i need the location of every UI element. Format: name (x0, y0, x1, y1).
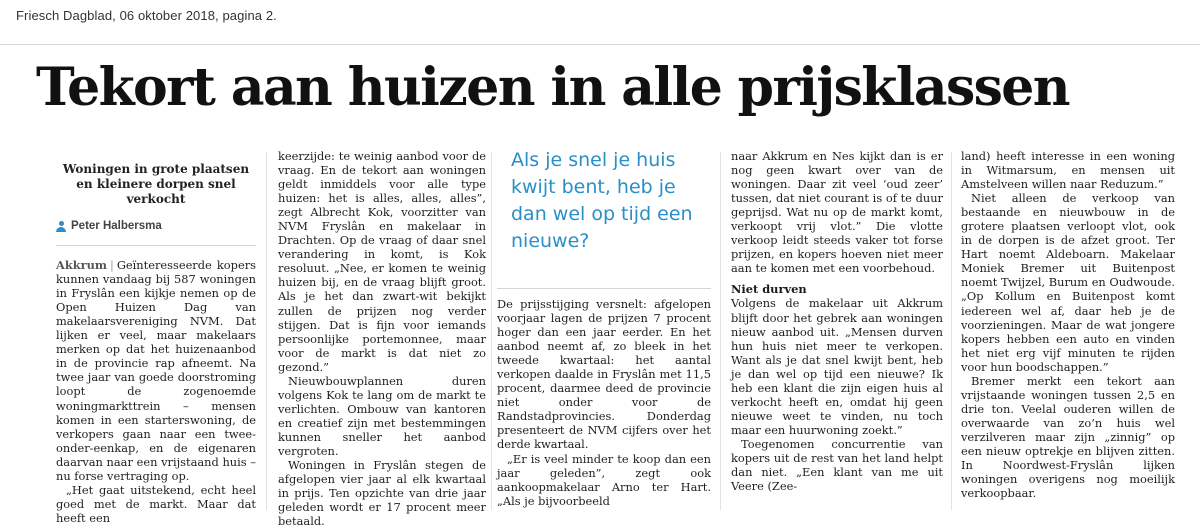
pull-quote-divider (497, 288, 711, 289)
byline-divider (56, 245, 256, 246)
header-divider (0, 44, 1200, 45)
paragraph: Bremer merkt een tekort aan vrijstaande woningen tussen 2,5 en drie ton. Veelal ouderen willen de overwaarde van zo’n huis wel verzilveren maar zijn „zinnig” op een nieuw optrekje en blijven zitten. In Noordwest-Fryslân lijken woningen overigens nog moeilijk verkoopbaar. (961, 373, 1175, 501)
paragraph: „Er is veel minder te koop dan een jaar geleden”, zegt ook aankoopmakelaar Arno ter Hart. „Als je bijvoorbeeld (497, 451, 711, 508)
column-divider (266, 152, 267, 510)
paragraph: „Het gaat uitstekend, echt heel goed met de markt. Maar dat heeft een (56, 482, 256, 525)
paragraph: land) heeft interesse in een woning in Witmarsum, en mensen uit Amstelveen willen naar Reduzum.” (961, 149, 1175, 192)
dateline-separator: | (109, 258, 114, 273)
paragraph: naar Akkrum en Nes kijkt dan is er nog geen kwart over van de woningen. Daar zit veel ‘oud zeer’ tussen, dat niet courant is of te duur geprijsd. Wat nu op de markt komt, verkoopt vrij vlot.” Die vlotte verkoop leidt steeds vaker tot forse prijzen, en kopers hoeven niet meer aan te komen met een voorbehoud. (731, 149, 943, 276)
column-divider (951, 152, 952, 510)
paragraph: Volgens de makelaar uit Akkrum blijft door het gebrek aan woningen nieuw aanbod uit. „Mensen durven hun huis niet meer te verkopen. Want als je dat snel kwijt bent, heb je dan wel op tijd een nieuwe? Ik heb een klant die zijn eigen huis al verkocht heeft en, omdat hij geen nieuwe weet te vinden, nu toch maar een huurwoning zoekt.” (731, 296, 943, 437)
paragraph: Akkrum | Geïnteresseerde kopers kunnen vandaag bij 587 woningen in Fryslân een kijkje nemen op de Open Huizen Dag van makelaarsvereniging NVM. Dat lijken er veel, maar makelaars merken op dat het huizenaanbod in de provincie rap afneemt. Na twee jaar van goede doorstroming loopt de zogenoemde woningmarkttrein – mensen komen in een starterswoning, de verkopers gaan naar een twee-onder-eenkap, en de eigenaren daarvan naar een vrijstaand huis – nu forse vertraging op. (56, 258, 256, 483)
column-divider (491, 152, 492, 510)
pull-quote: Als je snel je huis kwijt bent, heb je dan wel op tijd een nieuwe? (511, 149, 693, 252)
paragraph: De prijsstijging versnelt: afgelopen voorjaar lagen de prijzen 7 procent hoger dan een jaar eerder. En het aanbod neemt af, zo bleek in het tweede kwartaal: het aantal verkopen daalde in Fryslân met 11,5 procent, daarmee deed de provincie niet onder voor de Randstadprovincies. Donderdag presenteert de NVM cijfers over het derde kwartaal. (497, 297, 711, 452)
column-divider (720, 152, 721, 510)
paragraph: Toegenomen concurrentie van kopers uit de rest van het land helpt dan niet. „Een klant van me uit Veere (Zee- (731, 436, 943, 494)
author-name: Peter Halbersma (71, 220, 162, 232)
dateline: Akkrum (56, 258, 107, 273)
paragraph: keerzijde: te weinig aanbod voor de vraag. En de tekort aan woningen geldt inmiddels voor alle type huizen: het is alles, alles, alles”, zegt Albrecht Kok, voorzitter van NVM Fryslân en makelaar in Drachten. Op de vraag of daar snel verandering in komt, is Kok resoluut. „Nee, er komen te weinig huizen bij, en de vraag blijft groot. Als je het dan zwart-wit bekijkt zullen de prijzen nog verder stijgen. Dat is fijn voor iemands persoonlijke portemonnee, maar voor de markt is dat niet zo gezond.” (278, 149, 486, 374)
paragraph: Nieuwbouwplannen duren volgens Kok te lang om de markt te verlichten. Ombouw van kantoren en creatief zijn met bestemmingen kunnen sneller het aanbod vergroten. (278, 373, 486, 458)
subheading: Niet durven (731, 282, 807, 297)
byline (56, 219, 256, 233)
article-column-1 (56, 149, 256, 525)
paragraph: Woningen in Fryslân stegen de afgelopen vier jaar al elk kwartaal in prijs. Ten opzichte van drie jaar geleden wordt er 17 procent meer betaald. (278, 458, 486, 528)
intro-text: Woningen in grote plaatsen en kleinere dorpen snel verkocht (62, 162, 250, 206)
article-column-2 (278, 149, 486, 528)
paragraph: Niet alleen de verkoop van bestaande en nieuwbouw in de grotere plaatsen verloopt vlot, ook in de dorpen is de afzet groot. Ter Hart noemt Aldeboarn. Makelaar Moniek Bremer uit Buitenpost noemt Twijzel, Burum en Oudwoude. „Op Kollum en Buitenpost komt iedereen wel af, daar heb je de voorzieningen. Maar de wat jongere kopers hebben een auto en vinden het niet erg vijf minuten te rijden voor hun boodschappen.” (961, 191, 1175, 374)
article-column-5 (961, 149, 1175, 500)
person-icon (56, 221, 66, 232)
article-column-4 (731, 149, 943, 493)
headline: Tekort aan huizen in alle prijsklassen (36, 57, 1070, 118)
source-line: Friesch Dagblad, 06 oktober 2018, pagina 2. (16, 8, 277, 23)
article-column-3 (497, 297, 711, 508)
